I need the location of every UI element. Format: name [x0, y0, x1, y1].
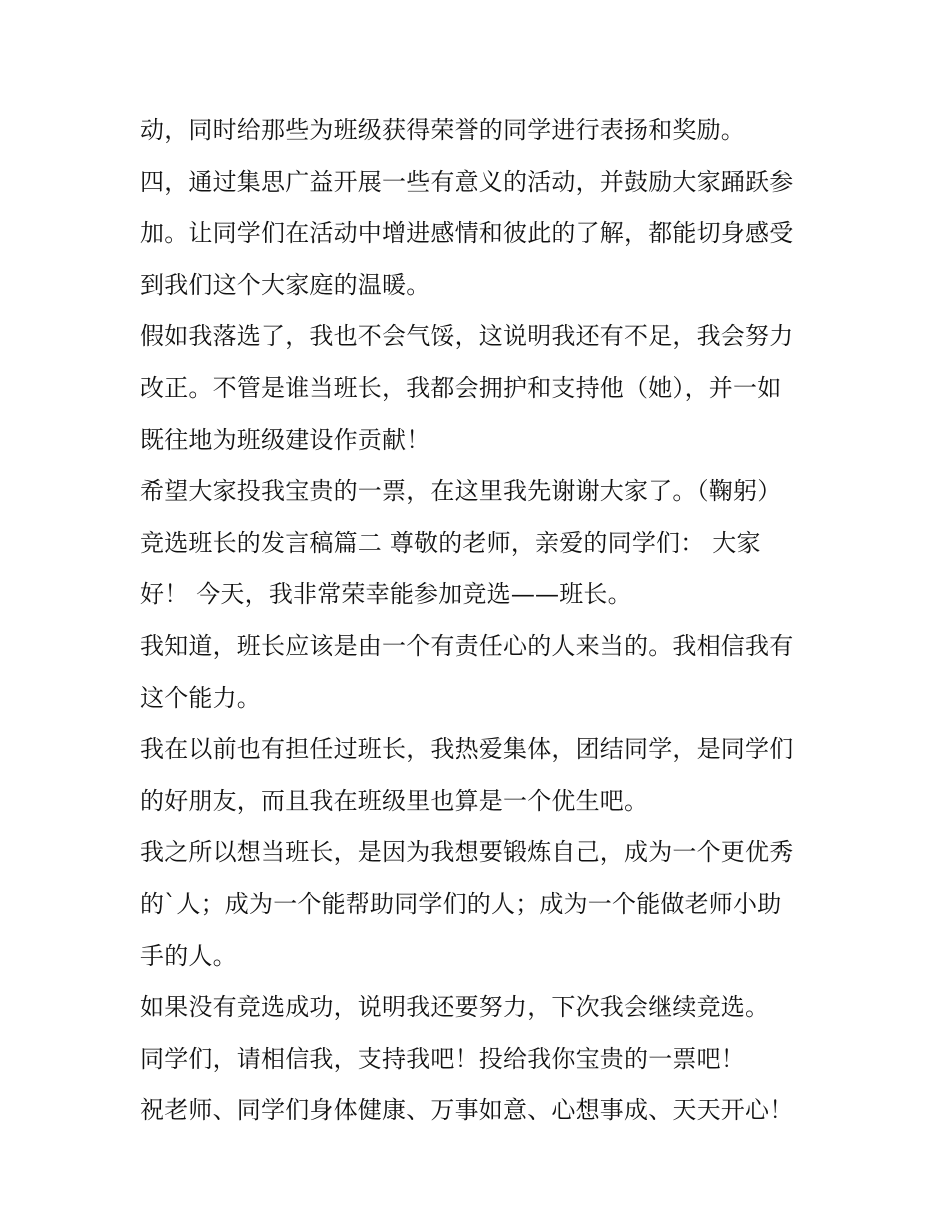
text-line: 祝老师、同学们身体健康、万事如意、心想事成、天天开心！: [140, 1096, 794, 1125]
text-line: 竞选班长的发言稿篇二 尊敬的老师，亲爱的同学们： 大家: [140, 528, 761, 557]
text-line: 四，通过集思广益开展一些有意义的活动，并鼓励大家踊跃参: [140, 167, 794, 196]
text-line: 的好朋友，而且我在班级里也算是一个优生吧。: [140, 786, 649, 815]
text-line: 手的人。: [140, 941, 237, 970]
text-line: 动，同时给那些为班级获得荣誉的同学进行表扬和奖励。: [140, 116, 745, 144]
text-line: 我之所以想当班长，是因为我想要锻炼自己，成为一个更优秀: [140, 838, 794, 867]
text-line: 加。让同学们在活动中增进感情和彼此的了解，都能切身感受: [140, 219, 794, 248]
text-line: 如果没有竞选成功，说明我还要努力，下次我会继续竞选。: [140, 993, 770, 1022]
text-line: 改正。不管是谁当班长，我都会拥护和支持他（她），并一如: [140, 373, 782, 402]
text-line: 假如我落选了，我也不会气馁，这说明我还有不足，我会努力: [140, 322, 794, 351]
text-line: 同学们，请相信我，支持我吧！投给我你宝贵的一票吧！: [140, 1044, 745, 1073]
text-line: 希望大家投我宝贵的一票，在这里我先谢谢大家了。（鞠躬）: [140, 477, 782, 506]
text-line: 我知道，班长应该是由一个有责任心的人来当的。我相信我有: [140, 631, 794, 660]
text-line: 好！ 今天，我非常荣幸能参加竞选——班长。: [140, 580, 632, 609]
text-line: 的`人；成为一个能帮助同学们的人；成为一个能做老师小助: [140, 889, 782, 918]
document-body: [140, 105, 830, 1137]
text-line: 我在以前也有担任过班长，我热爱集体，团结同学，是同学们: [140, 735, 794, 764]
text-line: 这个能力。: [140, 683, 261, 712]
text-line: 到我们这个大家庭的温暖。: [140, 270, 431, 299]
text-line: 既往地为班级建设作贡献！: [140, 425, 431, 454]
